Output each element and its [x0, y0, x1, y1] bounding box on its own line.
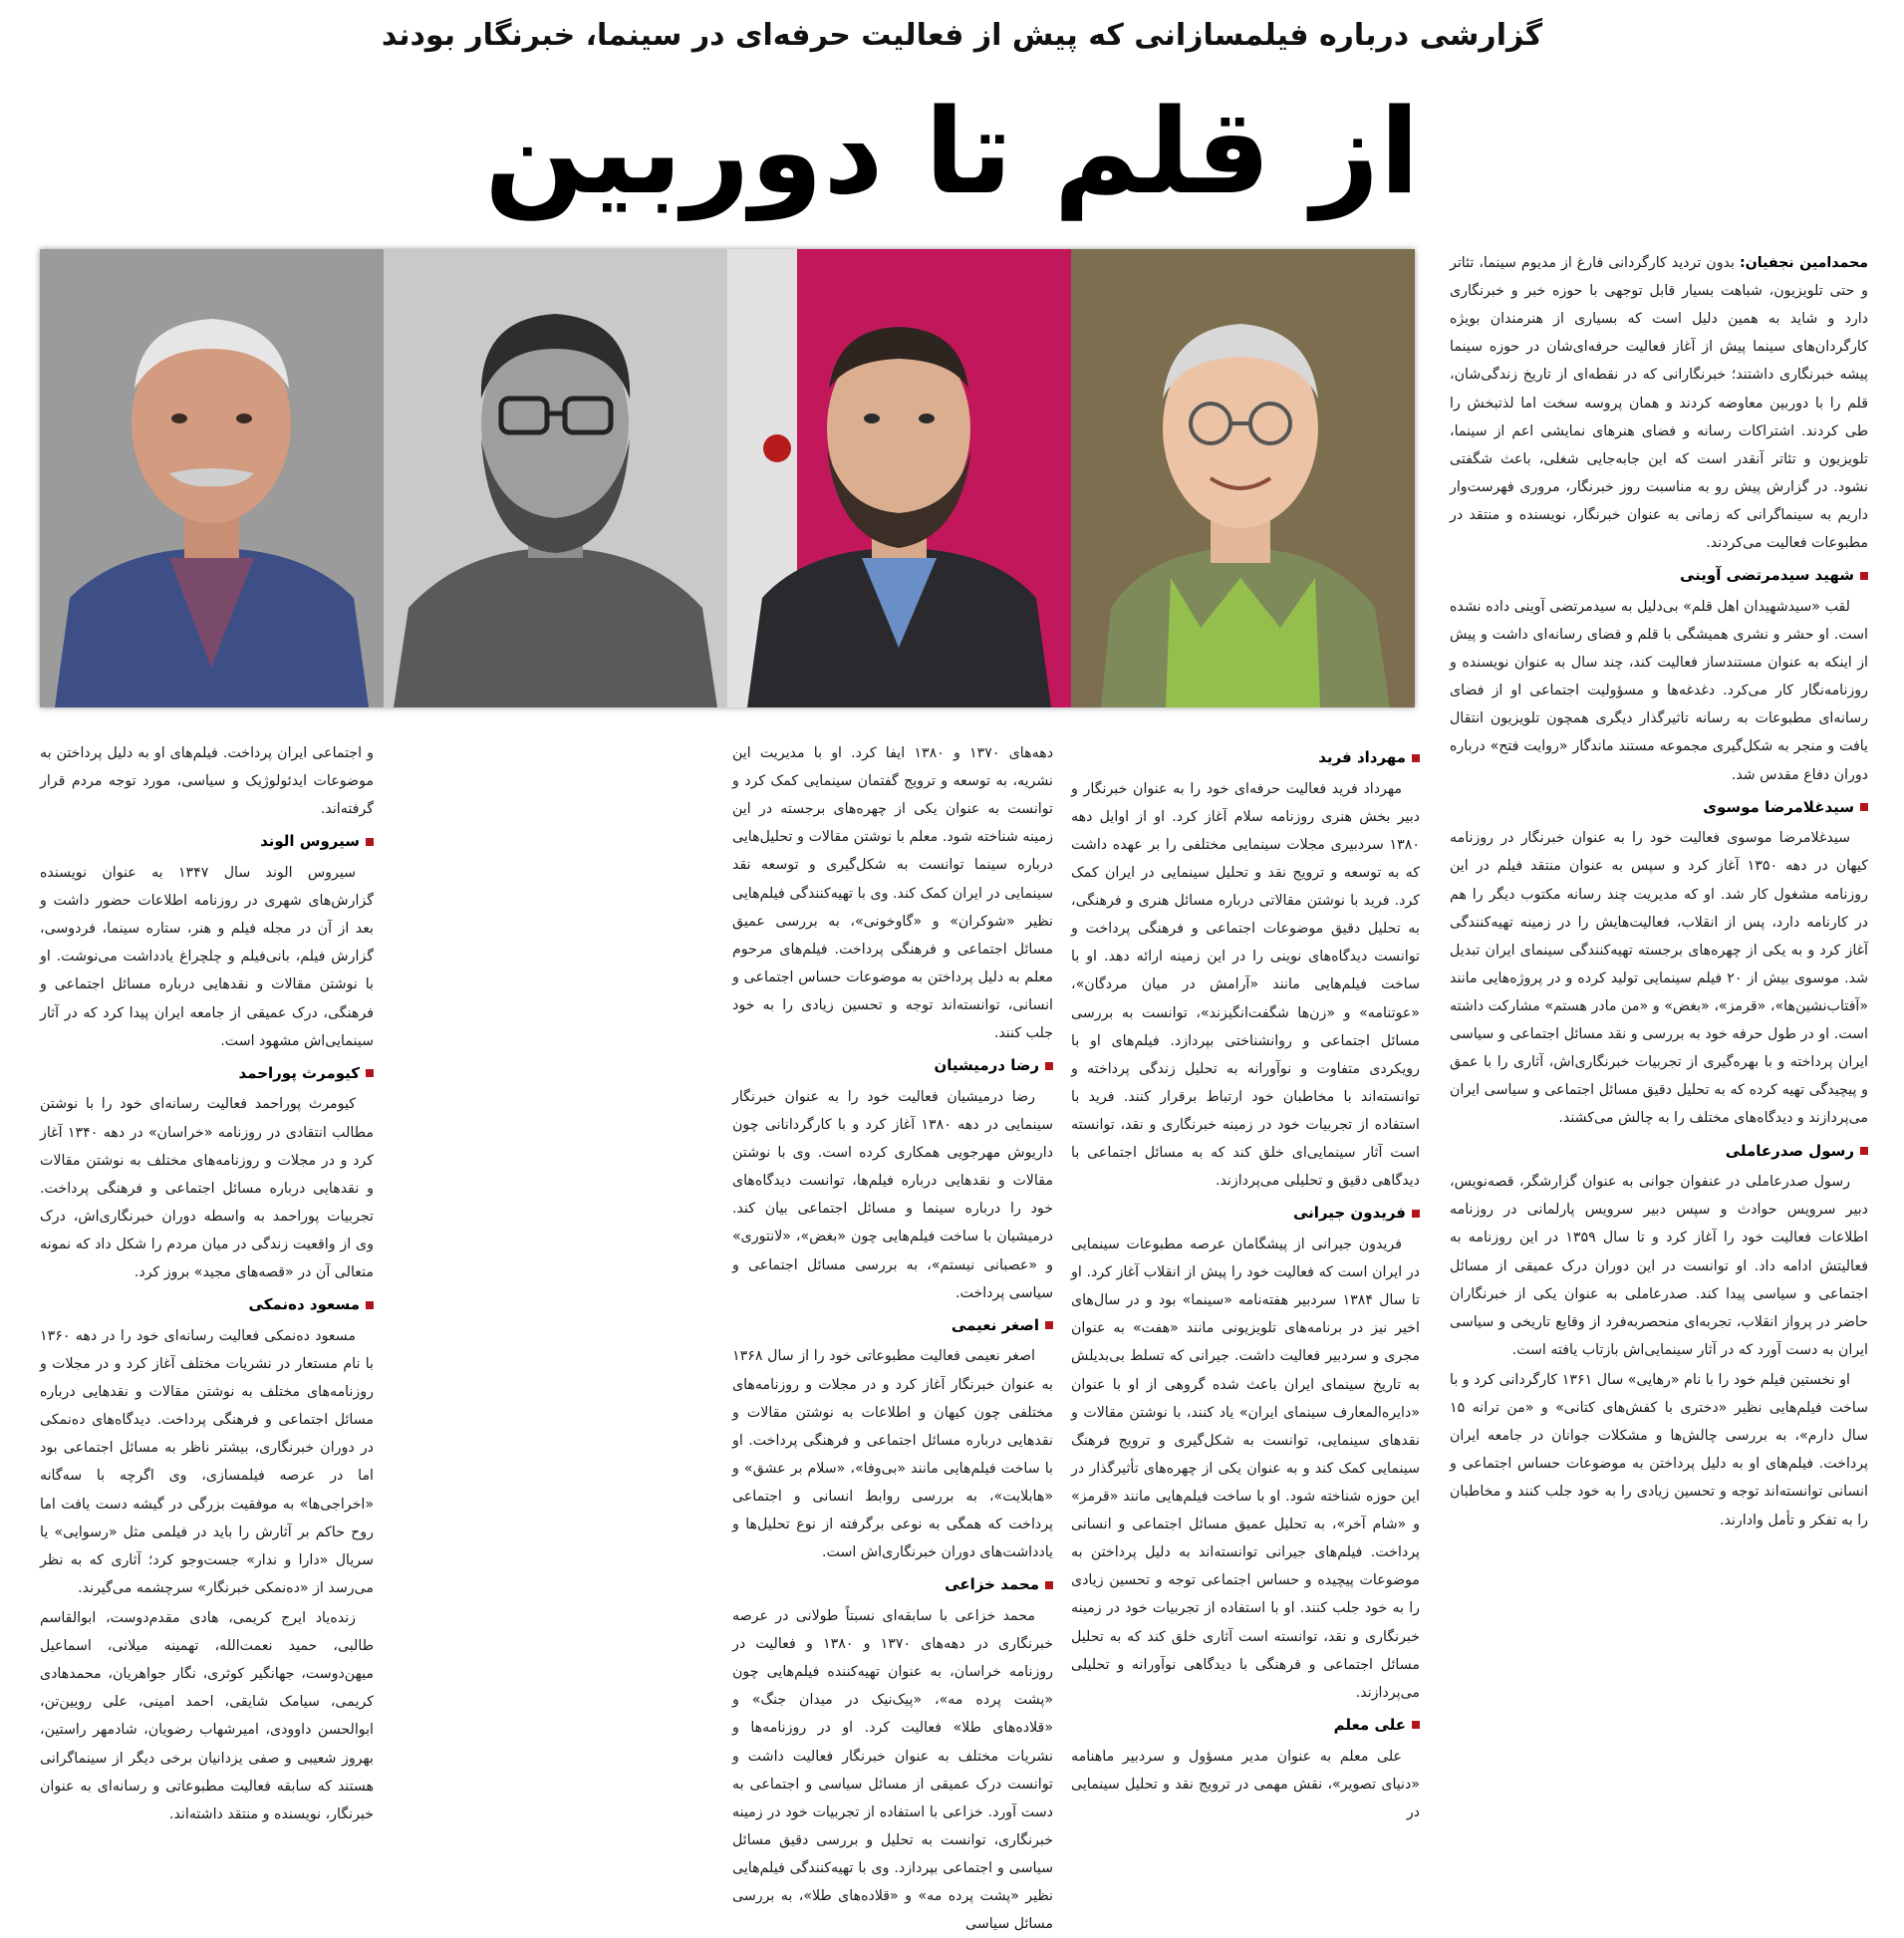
section-paragraph: مسعود ده‌نمکی فعالیت رسانه‌ای خود را در دهه ۱۳۶۰ با نام مستعار در نشریات مختلف آغاز کرد و در مجلات و روزنامه‌های مختلف به نوشتن مقالات و نقدهایی درباره مسائل اجتماعی و فرهنگی پرداخت. دیدگاه‌های ده‌نمکی در دوران خبرنگاری، بیشتر ناظر به مسائل اجتماعی بود اما در عرصه فیلمسازی، وی اگرچه با سه‌گانه «اخراجی‌ها» به موفقیت بزرگی در گیشه دست یافت اما روح حاکم بر آثارش را باید در فیلمی مثل «رسوایی» یا سریال «دارا و ندار» جست‌وجو کرد؛ آثاری که به نظر می‌رسد از «ده‌نمکی خبرنگار» سرچشمه می‌گیرند.: [40, 1327, 374, 1596]
intro-text: بدون تردید کارگردانی فارغ از مدیوم سینما، تئاتر و حتی تلویزیون، شباهت بسیار قابل توجهی با حوزه خبر و خبرنگاری دارد و شاید به همین دلیل است که بسیاری از هنرمندان بویژه کارگردان‌های سینما پیش از آغاز فعالیت حرفه‌ای‌شان در حوزه سینما پیشه خبرنگاری داشتند؛ خبرنگارانی که در نقطه‌ای از تاریخ زندگی‌شان، قلم را با دوربین معاوضه کردند و همان پروسه سخت اما لذتبخش را طی کردند. اشتراکات رسانه و فضای هنرهای نمایشی اعم از سینما، تلویزیون و تئاتر آنقدر است که این جابه‌جایی شغلی، باعث شگفتی نشود. در گزارش پیش رو به مناسبت روز خبرنگار، مروری فهرست‌وار داریم به سینماگرانی که زمانی به عنوان خبرنگار، نویسنده و منتقد در مطبوعات فعالیت می‌کردند.: [1450, 255, 1868, 552]
section-paragraph: و اجتماعی ایران پرداخت. فیلم‌های او به دلیل پرداختن به موضوعات ایدئولوژیک و سیاسی، مورد توجه مردم قرار گرفته‌اند.: [40, 745, 374, 818]
section-heading: مهرداد فرید: [1071, 743, 1420, 773]
portrait-photo-3: [384, 249, 727, 707]
section-paragraph: رسول صدرعاملی در عنفوان جوانی به عنوان گزارشگر، قصه‌نویس، دبیر سرویس حوادث و سپس دبیر سرویس پارلمانی در روزنامه اطلاعات فعالیت خود را آغاز کرد و تا سال ۱۳۵۹ در این روزنامه به فعالیتش ادامه داد. او توانست در این دوران درک عمیقی از مسائل اجتماعی و سیاسی پیدا کند. صدرعاملی به عنوان یکی از خبرنگاران حاضر در پرواز انقلاب، تجربه‌ای منحصربه‌فرد از وقایع تاریخی و سیاسی ایران به دست آورد که در آثار سینمایی‌اش بازتاب یافته است.: [1450, 1174, 1868, 1358]
photo-strip: [40, 249, 1415, 707]
section-heading: محمد خزاعی: [732, 1570, 1053, 1600]
intro-author: محمدامین نجفیان:: [1739, 255, 1868, 271]
section-heading: رسول صدرعاملی: [1450, 1137, 1868, 1167]
intro-paragraph: [1450, 249, 1868, 557]
section-paragraph: سیروس الوند سال ۱۳۴۷ به عنوان نویسنده گزارش‌های شهری در روزنامه اطلاعات حضور داشت و بعد از آن در مجله فیلم و هنر، ستاره سینما، فردوسی، گزارش فیلم، بانی‌فیلم و چلچراغ یادداشت می‌نوشت. او با نوشتن مقالات و نقدهایی درباره مسائل اجتماعی و فرهنگی، درک عمیقی از جامعه ایران پیدا کرد که در آثار سینمایی‌اش مشهود است.: [40, 865, 374, 1049]
section-heading: اصغر نعیمی: [732, 1311, 1053, 1341]
section-heading: مسعود ده‌نمکی: [40, 1290, 374, 1320]
section-heading: رضا درمیشیان: [732, 1051, 1053, 1081]
section-paragraph: او نخستین فیلم خود را با نام «رهایی» سال ۱۳۶۱ کارگردانی کرد و با ساخت فیلم‌هایی نظیر «دختری با کفش‌های کتانی» و «من ترانه ۱۵ سال دارم»، به بررسی چالش‌ها و مشکلات جوانان در جامعه ایران پرداخت. فیلم‌های او به دلیل پرداختن به موضوعات حساس اجتماعی و انسانی توانسته‌اند توجه و تحسین زیادی را به خود جلب کنند و مخاطبان را به تفکر و تأمل وادارند.: [1450, 1372, 1868, 1528]
portrait-photo-4: [40, 249, 384, 707]
text-column-2: [1071, 739, 1421, 1820]
text-column-1: [1450, 249, 1868, 1739]
article-kicker: گزارشی درباره فیلمسازانی که پیش از فعالیت حرفه‌ای در سینما، خبرنگار بودند: [381, 18, 1543, 53]
section-paragraph: فریدون جیرانی از پیشگامان عرصه مطبوعات سینمایی در ایران است که فعالیت خود را پیش از انقلاب آغاز کرد. او تا سال ۱۳۸۴ سردبیر هفته‌نامه «سینما» بود و در سال‌های اخیر نیز در برنامه‌های تلویزیونی مانند «هفت» به عنوان مجری و سردبیر فعالیت داشت. جیرانی که تسلط بی‌بدیلش به تاریخ سینمای ایران باعث شده گروهی از او با عنوان «دایره‌المعارف سینمای ایران» یاد کنند، با نوشتن مقالات و نقدهای سینمایی، توانست به شکل‌گیری و ترویج فرهنگ سینمایی کمک کند و به عنوان یکی از چهره‌های تأثیرگذار در این حوزه شناخته شود. او با ساخت فیلم‌هایی مانند «قرمز» و «شام آخر»، به تحلیل عمیق مسائل اجتماعی و انسانی پرداخت. فیلم‌های جیرانی توانسته‌اند به دلیل پرداختن به موضوعات پیچیده و حساس اجتماعی توجه و تحسین زیادی را به خود جلب کنند. او با استفاده از تجربیات خود در زمینه خبرنگاری و نقد، توانسته است آثاری خلق کند که به تحلیل مسائل اجتماعی و فرهنگی با دیدگاهی نوآورانه و تحلیلی می‌پردازند.: [1071, 1237, 1421, 1701]
section-heading: فریدون جیرانی: [1071, 1199, 1420, 1229]
text-column-3: [732, 739, 1054, 1933]
section-paragraph: رضا درمیشیان فعالیت خود را به عنوان خبرنگار سینمایی در دهه ۱۳۸۰ آغاز کرد و با کارگردانانی چون داریوش مهرجویی همکاری کرده است. وی با نوشتن مقالات و نقدهایی درباره فیلم‌ها، توانست دیدگاه‌های خود را درباره سینما و مسائل اجتماعی بیان کند. درمیشیان با ساخت فیلم‌هایی چون «بغض»، «لانتوری» و «عصبانی نیستم»، به بررسی مسائل اجتماعی و سیاسی پرداخت.: [732, 1088, 1053, 1301]
section-paragraph: مهرداد فرید فعالیت حرفه‌ای خود را به عنوان خبرنگار و دبیر بخش هنری روزنامه سلام آغاز کرد. او از اوایل دهه ۱۳۸۰ سردبیری مجلات سینمایی مختلفی را بر عهده داشت که به توسعه و ترویج نقد و تحلیل سینمایی در ایران کمک کرد. فرید با نوشتن مقالاتی درباره مسائل هنری و فرهنگی، به تحلیل دقیق موضوعات اجتماعی و فرهنگی پرداخت و توانست دیدگاه‌های نوینی را در این زمینه ارائه دهد. او با ساخت فیلم‌هایی مانند «آرامش در میان مردگان»، «عوتنامه» و «زن‌ها شگفت‌انگیزند»، توانست به بررسی مسائل اجتماعی و روانشناختی بپردازد. فیلم‌های او با رویکردی متفاوت و نوآورانه به تحلیل زندگی پرداخته و توانسته‌اند با مخاطبان خود ارتباط برقرار کنند. فرید با استفاده از تجربیات خود در زمینه خبرنگاری و نقد، توانسته است آثار سینمایی‌ای خلق کند که به مسائل اجتماعی با دیدگاهی دقیق و تحلیلی می‌پردازند.: [1071, 780, 1420, 1190]
section-heading: شهید سیدمرتضی آوینی: [1450, 561, 1868, 591]
section-paragraph: اصغر نعیمی فعالیت مطبوعاتی خود را از سال ۱۳۶۸ به عنوان خبرنگار آغاز کرد و در مجلات و روزنامه‌های مختلفی چون کیهان و اطلاعات به نوشتن مقالات و نقدهایی درباره مسائل اجتماعی و فرهنگی پرداخت. او با ساخت فیلم‌هایی مانند «بی‌وفا»، «سلام بر عشق» و «هابلایت»، به بررسی روابط انسانی و اجتماعی پرداخت که همگی به نوعی برگرفته از نوع تحلیل‌ها و یادداشت‌های دوران خبرنگاری‌اش است.: [732, 1348, 1053, 1561]
section-paragraph: دهه‌های ۱۳۷۰ و ۱۳۸۰ ایفا کرد. او با مدیریت این نشریه، به توسعه و ترویج گفتمان سینمایی کمک کرد و توانست به عنوان یکی از چهره‌های برجسته در این زمینه شناخته شود. معلم با نوشتن مقالات و تحلیل‌هایی درباره سینما توانست به شکل‌گیری و توسعه نقد سینمایی در ایران کمک کند. وی با تهیه‌کنندگی فیلم‌هایی نظیر «شوکران» و «گاوخونی»، به بررسی عمیق مسائل اجتماعی و فرهنگی پرداخت. فیلم‌های مرحوم معلم به دلیل پرداختن به موضوعات حساس اجتماعی و انسانی، توانسته‌اند توجه و تحسین زیادی را به خود جلب کنند.: [732, 745, 1054, 1042]
portrait-photo-2: [727, 249, 1071, 707]
section-paragraph: کیومرث پوراحمد فعالیت رسانه‌ای خود را با نوشتن مطالب انتقادی در روزنامه «خراسان» در دهه ۱۳۴۰ آغاز کرد و در مجلات و روزنامه‌های مختلف به نوشتن مقالات و نقدهایی درباره مسائل اجتماعی و فرهنگی پرداخت. تجربیات پوراحمد به واسطه دوران خبرنگاری‌اش، درک وی از واقعیت زندگی در میان مردم را شکل داد که نمونه متعالی آن در «قصه‌های مجید» بروز کرد.: [40, 1096, 374, 1281]
text-column-4: [40, 739, 374, 1822]
article-headline: از قلم تا دوربین: [484, 83, 1420, 220]
section-heading: علی معلم: [1071, 1711, 1420, 1741]
section-paragraph: سیدغلامرضا موسوی فعالیت خود را به عنوان خبرنگار در روزنامه کیهان در دهه ۱۳۵۰ آغاز کرد و سپس به عنوان منتقد فیلم در این روزنامه مشغول کار شد. او که مدیریت چند رسانه مکتوب دیگر را هم در کارنامه دارد، پس از انقلاب، فعالیت‌هایش را در زمینه تهیه‌کنندگی آغاز کرد و به یکی از چهره‌های برجسته تهیه‌کنندگی سینمای ایران تبدیل شد. موسوی بیش از ۲۰ فیلم سینمایی تولید کرده و در پروژه‌هایی مانند «آفتاب‌نشین‌ها»، «قرمز»، «بغض» و «من مادر هستم» مشارکت داشته است. او در طول حرفه خود به بررسی و نقد مسائل اجتماعی و سیاسی ایران پرداخته و با بهره‌گیری از تجربیات خبرنگاری‌اش، آثاری را با عمق و پیچیدگی تهیه کرده که به تحلیل دقیق مسائل اجتماعی و سیاسی ایران می‌پردازند و دیدگاه‌های مختلف را به چالش می‌کشند.: [1450, 830, 1869, 1127]
portrait-photo-1: [1071, 249, 1415, 707]
section-heading: سیروس الوند: [40, 827, 374, 857]
section-paragraph: زنده‌یاد ایرج کریمی، هادی مقدم‌دوست، ابوالقاسم طالبی، حمید نعمت‌الله، تهمینه میلانی، اسماعیل میهن‌دوست، جهانگیر کوثری، نگار جواهریان، محمدهادی کریمی، سیامک شایقی، احمد امینی، علی رویین‌تن، ابوالحسن داوودی، امیرشهاب رضویان، شادمهر راستین، بهروز شعیبی و صفی یزدانیان برخی دیگر از سینماگرانی هستند که سابقه فعالیت مطبوعاتی و رسانه‌ای به عنوان خبرنگار، نویسنده و منتقد داشته‌اند.: [40, 1610, 374, 1822]
section-paragraph: علی معلم به عنوان مدیر مسؤول و سردبیر ماهنامه «دنیای تصویر»، نقش مهمی در ترویج نقد و تحلیل سینمایی در: [1071, 1748, 1420, 1820]
section-heading: سیدغلامرضا موسوی: [1450, 793, 1868, 823]
section-paragraph: محمد خزاعی با سابقه‌ای نسبتاً طولانی در عرصه خبرنگاری در دهه‌های ۱۳۷۰ و ۱۳۸۰ و فعالیت در روزنامه خراسان، به عنوان تهیه‌کننده فیلم‌هایی چون «پشت پرده مه»، «پیک‌نیک در میدان جنگ» و «قلاده‌های طلا» فعالیت کرد. او در روزنامه‌ها و نشریات مختلف به عنوان خبرنگار فعالیت داشت و توانست درک عمیقی از مسائل سیاسی و اجتماعی به دست آورد. خزاعی با استفاده از تجربیات خود در زمینه خبرنگاری، توانست به تحلیل و بررسی دقیق مسائل سیاسی و اجتماعی بپردازد. وی با تهیه‌کنندگی فیلم‌هایی نظیر «پشت پرده مه» و «قلاده‌های طلا»، به بررسی مسائل سیاسی: [732, 1608, 1053, 1933]
section-paragraph: لقب «سیدشهیدان اهل قلم» بی‌دلیل به سیدمرتضی آوینی داده نشده است. او حشر و نشری همیشگی با قلم و فضای رسانه‌ای داشت و پیش از اینکه به عنوان مستندساز فعالیت کند، چند سال به عنوان نویسنده و روزنامه‌نگار کار می‌کرد. دغدغه‌ها و مسؤولیت اجتماعی او از فضای رسانه‌ای مطبوعات به رسانه تاثیرگذار دیگری همچون تلویزیون انتقال یافت و منجر به شکل‌گیری مجموعه مستند ماندگار «روایت فتح» درباره دوران دفاع مقدس شد.: [1450, 598, 1868, 783]
section-heading: کیومرث پوراحمد: [40, 1059, 374, 1089]
